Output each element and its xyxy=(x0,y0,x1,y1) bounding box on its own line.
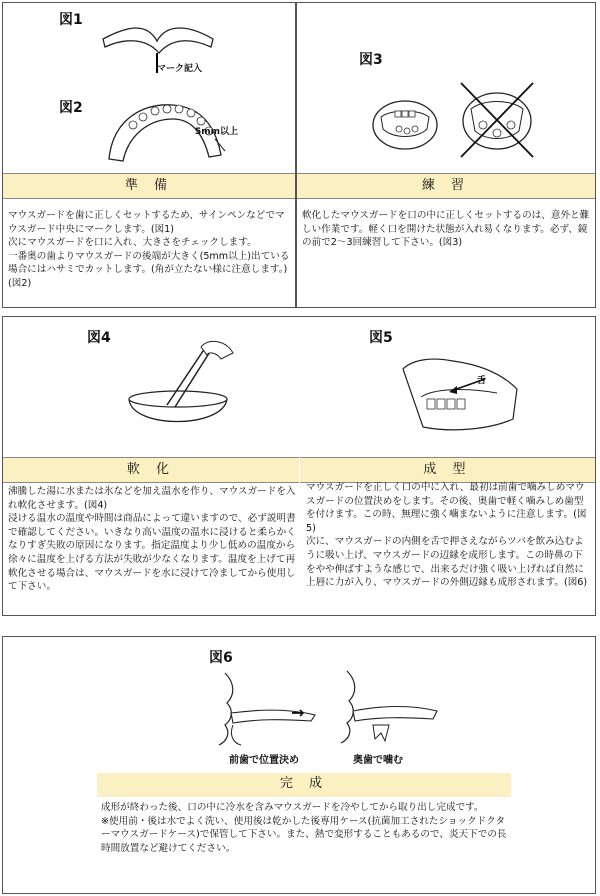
panel-completion xyxy=(2,636,596,894)
panel-preparation xyxy=(2,2,296,308)
fig6-label: 図6 xyxy=(209,650,233,666)
fig4-label: 図4 xyxy=(87,330,111,346)
heading-completion: 完 成 xyxy=(97,773,511,797)
fig5-tongue-caption: 舌 xyxy=(477,376,487,386)
heading-molding: 成 型 xyxy=(300,457,595,483)
text-completion: 成形が終わった後、口の中に冷水を含みマウスガードを冷やしてから取り出し完成です。 ※使用前・後は水でよく洗い、使用後は乾かした後専用ケース(抗菌加工されたショックドクターマウスガードケース)で保管して下さい。また、熱で変形することもあるので、炎天下での長時間放置など避けてください。 xyxy=(101,802,507,854)
fig6-back-teeth-illustration xyxy=(333,667,443,747)
fig1-label: 図1 xyxy=(59,12,83,28)
panel-softening-molding xyxy=(2,316,596,616)
text-molding: マウスガードを正しく口の中に入れ、最初は前歯で噛みしめマウスガードの位置決めをします。その後、奥歯で軽く噛みしめ歯型を付けます。この時、無理に強く噛まないように注意します。(図5) 次に、マウスガードの内側を舌で押さえながらツバを飲み込むように吸い上げ、マウスガードの辺縁を成形します。この時鼻の下をやや伸ばすような感じで、出来るだけ強く吸い上げれば自然に上唇に力が入り、マウスガードの外側辺縁も成形されます。(図6) xyxy=(306,482,588,589)
heading-practice: 練 習 xyxy=(297,173,595,199)
text-preparation: マウスガードを歯に正しくセットするため、サインペンなどでマウスガード中央にマークします。(図1) 次にマウスガードを口に入れ、大きさをチェックします。 一番奥の歯よりマウスガードの後端が大きく(5mm以上)出ている場合にはハサミでカットします。(角が立たない様に注意します。)(図2) xyxy=(8,210,290,289)
text-softening: 沸騰した湯に水または氷などを加え温水を作り、マウスガードを入れ軟化させます。(図4) 浸ける温水の温度や時間は商品によって違いますので、必ず説明書で確認してください。いきなり高い温度の温水に浸けると柔らかくなりすぎ失敗の原因になります。指定温度より少し低めの温度から徐々に温度を上げる方法が失敗が少なくなります。温度を上げて再軟化させる場合は、マウスガードを水に浸けて冷ましてから使用して下さい。 xyxy=(8,486,296,593)
fig5-mouth-profile-illustration xyxy=(393,349,523,439)
fig3-label: 図3 xyxy=(359,52,383,68)
fig6-front-teeth-illustration xyxy=(211,669,321,749)
fig2-label: 図2 xyxy=(59,100,83,116)
text-practice: 軟化したマウスガードを口の中に正しくセットするのは、意外と難しい作業です。軽く口を開けた状態が入れ易くなります。必ず、鏡の前で2〜3回練習して下さい。(図3) xyxy=(302,210,590,249)
fig5-label: 図5 xyxy=(369,330,393,346)
fig6-arrow: → xyxy=(291,703,305,722)
fig3-mouth-correct-illustration xyxy=(371,95,441,155)
fig4-bowl-illustration xyxy=(123,329,243,439)
heading-preparation: 準 備 xyxy=(3,173,295,199)
panel-practice xyxy=(296,2,596,308)
fig1-mark-caption: マーク記入 xyxy=(157,64,203,74)
fig6-front-teeth-caption: 前歯で位置決め xyxy=(229,755,299,766)
fig2-length-caption: 5mm以上 xyxy=(195,127,239,137)
fig3-mouth-incorrect-illustration xyxy=(457,79,537,159)
heading-softening: 軟 化 xyxy=(3,457,299,483)
fig6-back-teeth-caption: 奥歯で噛む xyxy=(353,755,403,766)
